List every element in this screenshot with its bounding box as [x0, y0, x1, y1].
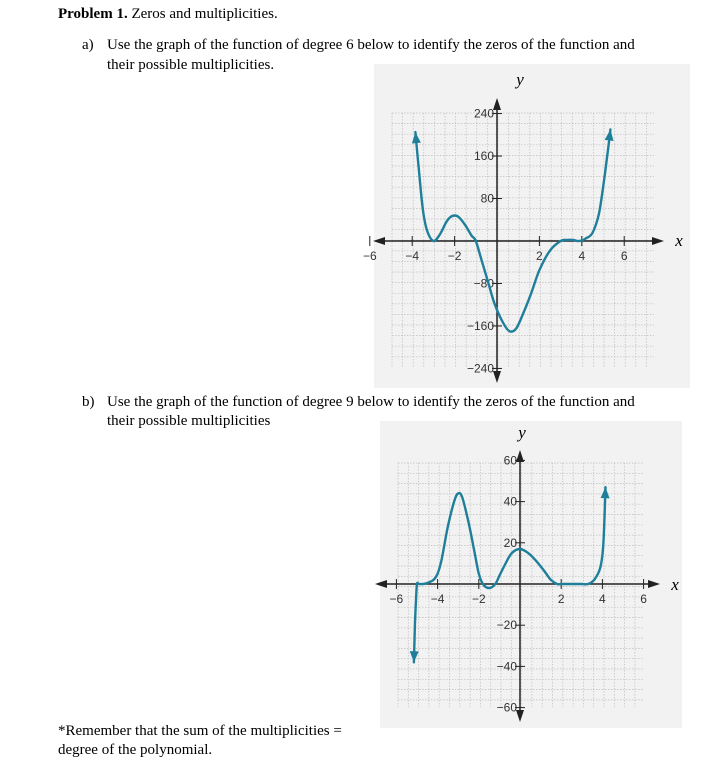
note-line2: degree of the polynomial. [58, 742, 213, 758]
x-axis-label: x [671, 575, 679, 594]
y-tick-label: −20 [496, 618, 517, 633]
part-a-line2: their possible multiplicities. [107, 57, 275, 73]
x-tick-label: 6 [640, 592, 647, 606]
x-tick-label: −6 [389, 592, 404, 606]
y-tick-label: 20 [503, 535, 517, 550]
curve-arrow-right [601, 487, 610, 498]
part-a-label: a) [82, 37, 94, 53]
x-tick-label: −4 [430, 592, 445, 606]
x-tick-label: −2 [447, 249, 462, 263]
function-curve [414, 487, 606, 662]
y-tick-label: −240 [466, 361, 494, 376]
y-tick-label: 240 [473, 106, 494, 121]
part-b-line1: Use the graph of the function of degree 9 below to identify the zeros of the function and [107, 394, 635, 410]
x-tick-label: −2 [471, 592, 486, 606]
y-tick-label: 40 [503, 494, 517, 509]
curve-arrow-left [410, 651, 419, 662]
problem-title: Zeros and multiplicities. [131, 6, 278, 22]
y-axis-label: y [516, 70, 524, 89]
x-tick-label: −6 [362, 249, 377, 263]
problem-label: Problem 1. [58, 6, 128, 22]
x-axis-arrow-right [648, 580, 660, 588]
part-b-label: b) [82, 394, 95, 410]
x-tick-label: 6 [620, 249, 628, 263]
x-axis-arrow-left [375, 580, 387, 588]
y-tick-label: −60 [496, 700, 517, 715]
note-line1: *Remember that the sum of the multiplicities = [58, 723, 342, 739]
part-b-line2: their possible multiplicities [107, 413, 271, 429]
x-tick-label: −4 [405, 249, 420, 263]
x-tick-label: 2 [557, 592, 565, 606]
x-tick-label: 2 [536, 249, 543, 263]
y-axis-arrow-down [516, 710, 524, 722]
y-tick-label: 60 [503, 453, 517, 468]
x-tick-label: 4 [578, 249, 586, 263]
y-tick-label: −80 [473, 276, 494, 291]
grid [398, 463, 644, 707]
y-tick-label: 160 [473, 149, 494, 164]
y-tick-label: 80 [480, 191, 494, 206]
y-tick-label: −160 [466, 318, 494, 333]
x-tick-label: 4 [599, 592, 606, 606]
y-axis-label: y [518, 423, 526, 442]
y-tick-label: −40 [496, 659, 517, 674]
part-a-line1: Use the graph of the function of degree 6 below to identify the zeros of the function and [107, 37, 635, 53]
x-axis-label: x [675, 231, 683, 250]
